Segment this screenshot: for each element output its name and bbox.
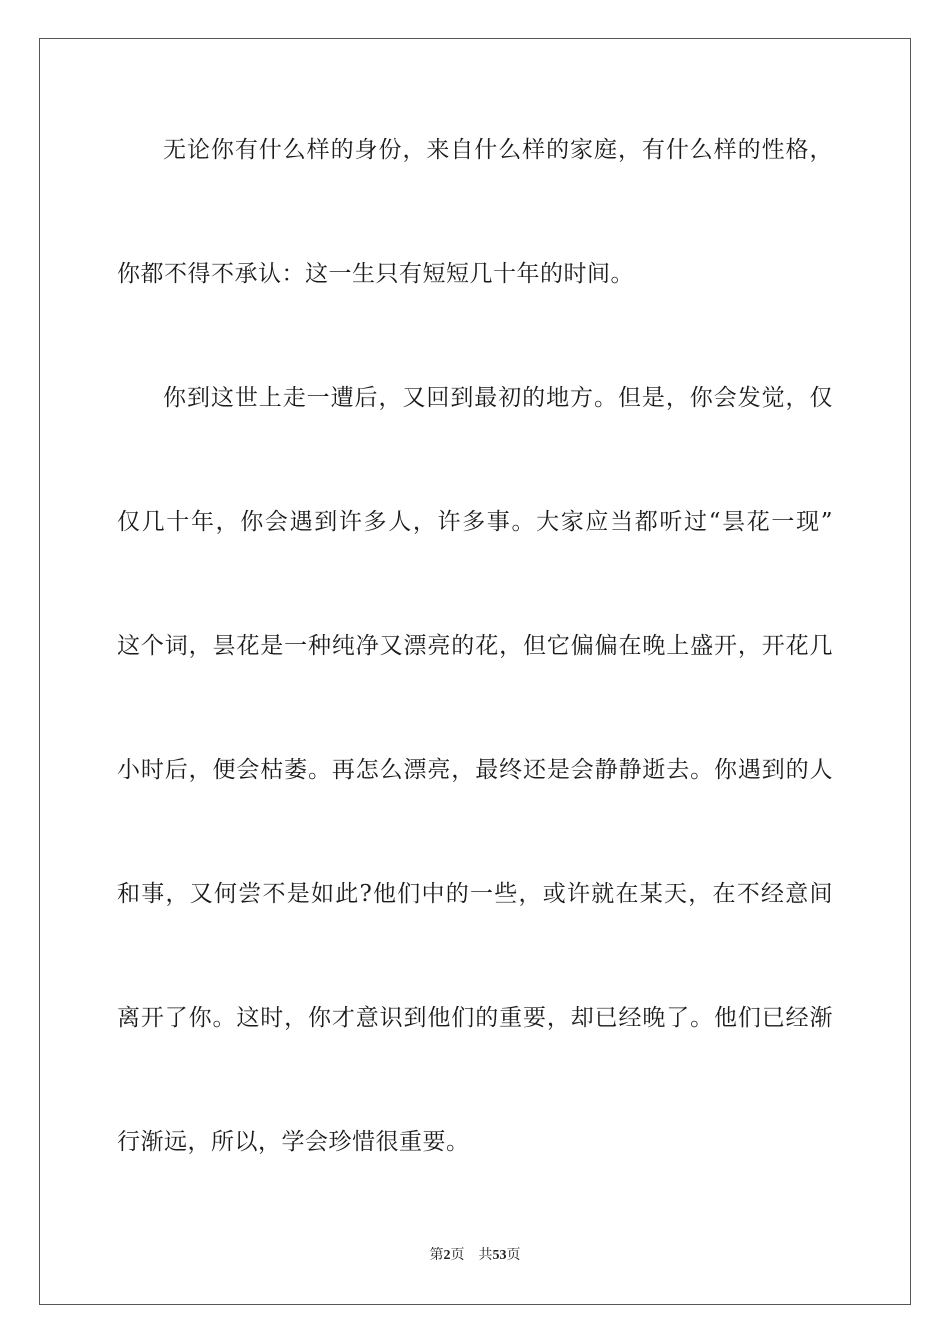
page-footer bbox=[0, 1247, 950, 1265]
footer-total-pages: 53 bbox=[492, 1248, 507, 1263]
paragraph-2-line-1: 你到这世上走一遭后，又回到最初的地方。但是，你会发觉，仅 bbox=[163, 385, 833, 411]
paragraph-2-line-5: 和事，又何尝不是如此?他们中的一些，或许就在某天，在不经意间 bbox=[117, 881, 833, 907]
paragraph-1-line-2: 你都不得不承认：这一生只有短短几十年的时间。 bbox=[117, 261, 634, 287]
paragraph-2-line-3: 这个词，昙花是一种纯净又漂亮的花，但它偏偏在晚上盛开，开花几 bbox=[117, 633, 833, 659]
footer-page-suffix: 页 bbox=[450, 1248, 465, 1263]
paragraph-2-line-6: 离开了你。这时，你才意识到他们的重要，却已经晚了。他们已经渐 bbox=[117, 1005, 833, 1031]
footer-total-suffix: 页 bbox=[506, 1248, 521, 1263]
footer-total-prefix: 共 bbox=[478, 1248, 493, 1263]
paragraph-2-line-2: 仅几十年，你会遇到许多人，许多事。大家应当都听过“昙花一现” bbox=[117, 509, 833, 535]
paragraph-1-line-1: 无论你有什么样的身份，来自什么样的家庭，有什么样的性格， bbox=[163, 137, 833, 163]
page-border bbox=[39, 38, 911, 1305]
paragraph-2-line-4: 小时后，便会枯萎。再怎么漂亮，最终还是会静静逝去。你遇到的人 bbox=[117, 757, 833, 783]
footer-page-number: 2 bbox=[443, 1248, 451, 1263]
footer-page-prefix: 第 bbox=[429, 1248, 444, 1263]
paragraph-2-line-7: 行渐远，所以，学会珍惜很重要。 bbox=[117, 1129, 470, 1155]
